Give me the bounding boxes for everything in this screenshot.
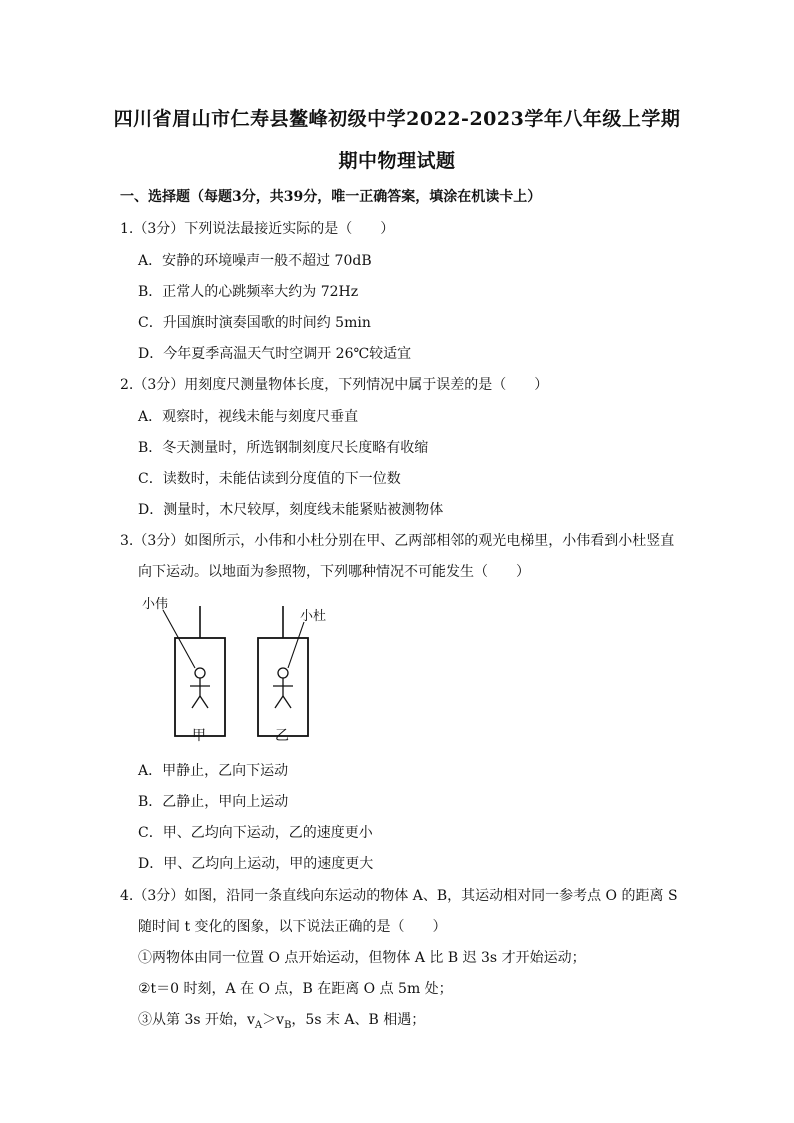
question-4-statement-1: ①两物体由同一位置 O 点开始运动，但物体 A 比 B 迟 3s 才开始运动； [138,950,586,966]
question-1-option-c: C．升国旗时演奏国歌的时间约 5min [138,315,371,331]
statement-3-mid: ＞v [262,1012,285,1028]
question-2-option-c: C．读数时，未能估读到分度值的下一位数 [138,471,401,487]
section-heading: 一、选择题（每题3分，共39分，唯一正确答案，填涂在机读卡上） [120,189,542,205]
question-3-option-c: C．甲、乙均向下运动，乙的速度更小 [138,825,373,841]
right-person-label: 小杜 [300,609,327,624]
question-1-option-b: B．正常人的心跳频率大约为 72Hz [138,284,359,300]
right-elevator-caption: 乙 [275,728,289,744]
right-person-leader-line [288,622,304,668]
question-2-option-b: B．冬天测量时，所选钢制刻度尺长度略有收缩 [138,440,429,456]
elevator-figure [138,592,338,750]
question-1-option-d: D．今年夏季高温天气时空调开 26℃较适宜 [138,346,412,362]
question-4-statement-3 [138,1009,425,1031]
subscript-b: B [284,1019,292,1031]
question-3-option-b: B．乙静止，甲向上运动 [138,794,289,810]
question-1-option-a: A．安静的环境噪声一般不超过 70dB [138,253,372,269]
left-elevator-caption: 甲 [192,728,206,744]
question-3-option-a: A．甲静止，乙向下运动 [138,763,289,779]
left-person-label: 小伟 [142,597,169,612]
question-1-stem: 1.（3分）下列说法最接近实际的是（ ） [120,221,395,237]
document-title-line-2: 期中物理试题 [338,150,456,172]
subscript-a: A [254,1019,263,1031]
question-2-option-a: A．观察时，视线未能与刻度尺垂直 [138,409,359,425]
question-4-stem-continued: 随时间 t 变化的图象，以下说法正确的是（ ） [138,919,447,935]
question-3-option-d: D．甲、乙均向上运动，甲的速度更大 [138,856,374,872]
question-4-stem: 4.（3分）如图，沿同一条直线向东运动的物体 A、B，其运动相对同一参考点 O 的距离 S [120,888,678,904]
statement-3-suffix: ，5s 末 A、B 相遇； [291,1012,426,1028]
question-2-option-d: D．测量时，木尺较厚，刻度线未能紧贴被测物体 [138,502,444,518]
left-stick-figure [190,668,210,708]
right-stick-figure [273,668,293,708]
left-person-leader-line [163,610,195,668]
question-3-stem: 3.（3分）如图所示，小伟和小杜分别在甲、乙两部相邻的观光电梯里，小伟看到小杜竖直 [120,533,675,549]
question-2-stem: 2.（3分）用刻度尺测量物体长度，下列情况中属于误差的是（ ） [120,377,549,393]
question-3-stem-continued: 向下运动。以地面为参照物，下列哪种情况不可能发生（ ） [138,564,530,580]
document-title-line-1: 四川省眉山市仁寿县鳌峰初级中学2022-2023学年八年级上学期 [113,108,681,130]
statement-3-prefix: ③从第 3s 开始，v [138,1012,255,1028]
question-4-statement-2: ②t＝0 时刻，A 在 O 点，B 在距离 O 点 5m 处； [138,981,453,997]
